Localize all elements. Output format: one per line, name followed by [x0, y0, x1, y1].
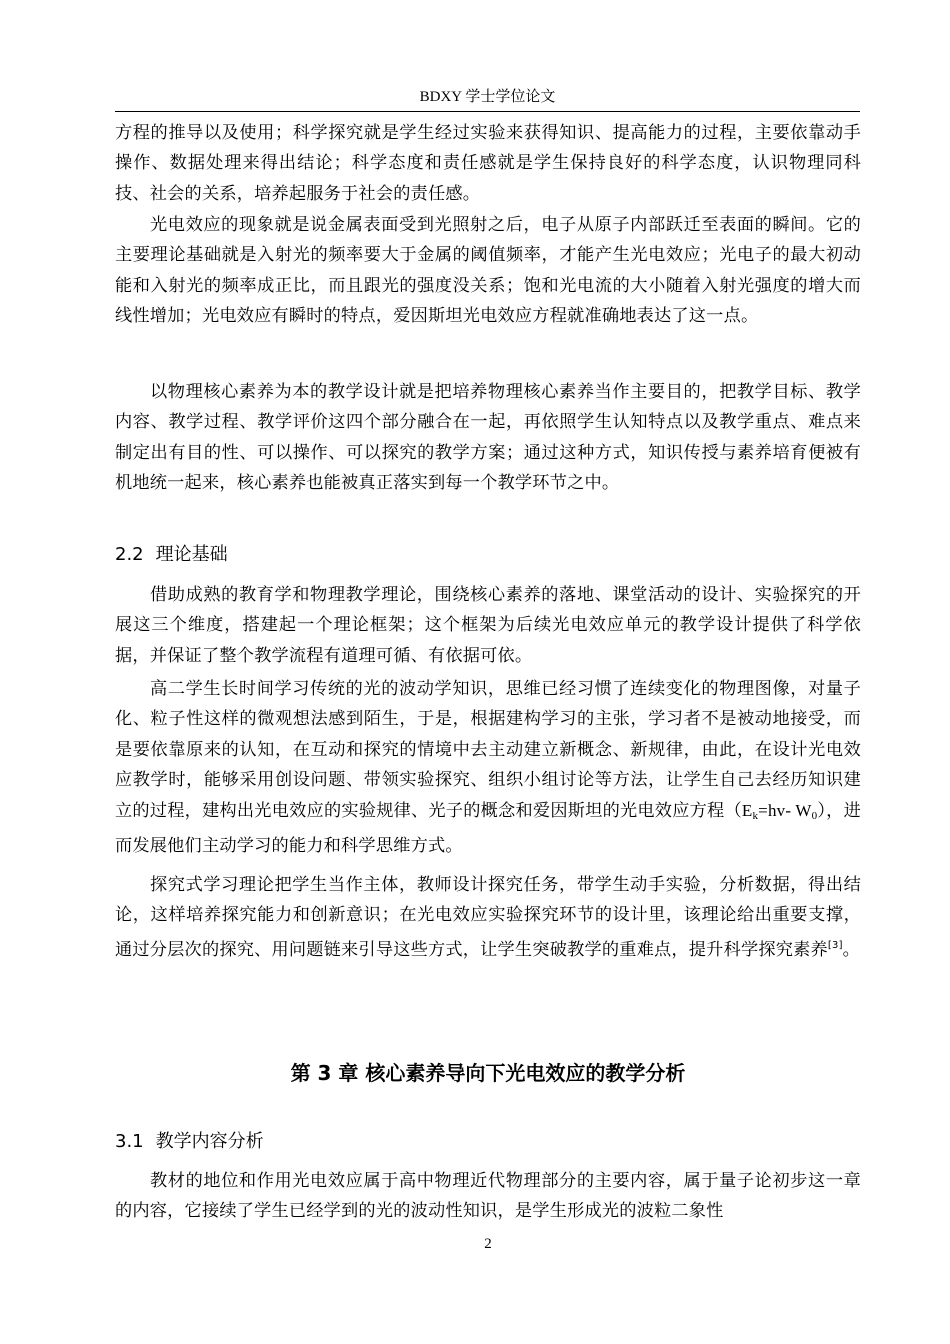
- page-number: 2: [484, 1236, 492, 1252]
- section-number: 3.1: [115, 1131, 144, 1152]
- citation-ref: [3]: [827, 939, 843, 951]
- chapter-title: 第 3 章 核心素养导向下光电效应的教学分析: [290, 1061, 686, 1085]
- paragraph-6-text: 探究式学习理论把学生当作主体，教师设计探究任务，带学生动手实验，分析数据，得出结论，这样培养探究能力和创新意识；在光电效应实验探究环节的设计里，该理论给出重要支撑，通过分层次的探究、用问题链来引导这些方式，让学生突破教学的重难点，提升科学探究素养: [115, 875, 861, 960]
- paragraph-5-tail: ），进而发展他们主动学习的能力和科学思维方式。: [115, 800, 861, 857]
- header-rule: [115, 111, 860, 112]
- paragraph-2: 光电效应的现象就是说金属表面受到光照射之后，电子从原子内部跃迁至表面的瞬间。它的主要理论基础就是入射光的频率要大于金属的阈值频率，才能产生光电效应；光电子的最大初动能和入射光的频率成正比，而且跟光的强度没关系；饱和光电流的大小随着入射光强度的增大而线性增加；光电效应有瞬时的特点，爱因斯坦光电效应方程就准确地表达了这一点。: [115, 215, 861, 327]
- paragraph-1: 方程的推导以及使用；科学探究就是学生经过实验来获得知识、提高能力的过程，主要依靠动手操作、数据处理来得出结论；科学态度和责任感就是学生保持良好的科学态度，认识物理同科技、社会的关系，培养起服务于社会的责任感。: [115, 123, 861, 204]
- section-heading-2-2: [115, 542, 228, 568]
- paragraph-7: 教材的地位和作用光电效应属于高中物理近代物理部分的主要内容，属于量子论初步这一章的内容，它接续了学生已经学到的光的波动性知识，是学生形成光的波粒二象性: [115, 1171, 861, 1222]
- paragraph-4: 借助成熟的教育学和物理教学理论，围绕核心素养的落地、课堂活动的设计、实验探究的开展这三个维度，搭建起一个理论框架；这个框架为后续光电效应单元的教学设计提供了科学依据，并保证了整个教学流程有道理可循、有依据可依。: [115, 585, 861, 666]
- paragraph-6: 探究式学习理论把学生当作主体，教师设计探究任务，带学生动手实验，分析数据，得出结论，这样培养探究能力和创新意识；在光电效应实验探究环节的设计里，该理论给出重要支撑，通过分层次的探究、用问题链来引导这些方式，让学生突破教学的重难点，提升科学探究素养[3]。: [115, 875, 861, 960]
- section-title: 教学内容分析: [155, 1131, 264, 1152]
- section-number: 2.2: [115, 544, 144, 565]
- section-title: 理论基础: [155, 544, 228, 565]
- einstein-equation: $E_k=hv-$ $W_0$: [741, 800, 818, 822]
- section-heading-3-1: [115, 1129, 264, 1155]
- paragraph-5: [115, 674, 861, 861]
- paragraph-5-text: 高二学生长时间学习传统的光的波动学知识，思维已经习惯了连续变化的物理图像，对量子化、粒子性这样的微观想法感到陌生，于是，根据建构学习的主张，学习者不是被动地接受，而是要依靠原来的认知，在互动和探究的情境中去主动建立新概念、新规律，由此，在设计光电效应教学时，能够采用创设问题、带领实验探究、组织小组讨论等方法，让学生自己去经历知识建立的过程，建构出光电效应的实验规律、光子的概念和爱因斯坦的光电效应方程（: [115, 679, 861, 821]
- running-header: BDXY 学士学位论文: [419, 89, 556, 105]
- paragraph-3: 以物理核心素养为本的教学设计就是把培养物理核心素养当作主要目的，把教学目标、教学内容、教学过程、教学评价这四个部分融合在一起，再依照学生认知特点以及教学重点、难点来制定出有目的性、可以操作、可以探究的教学方案；通过这种方式，知识传授与素养培育便被有机地统一起来，核心素养也能被真正落实到每一个教学环节之中。: [115, 382, 861, 494]
